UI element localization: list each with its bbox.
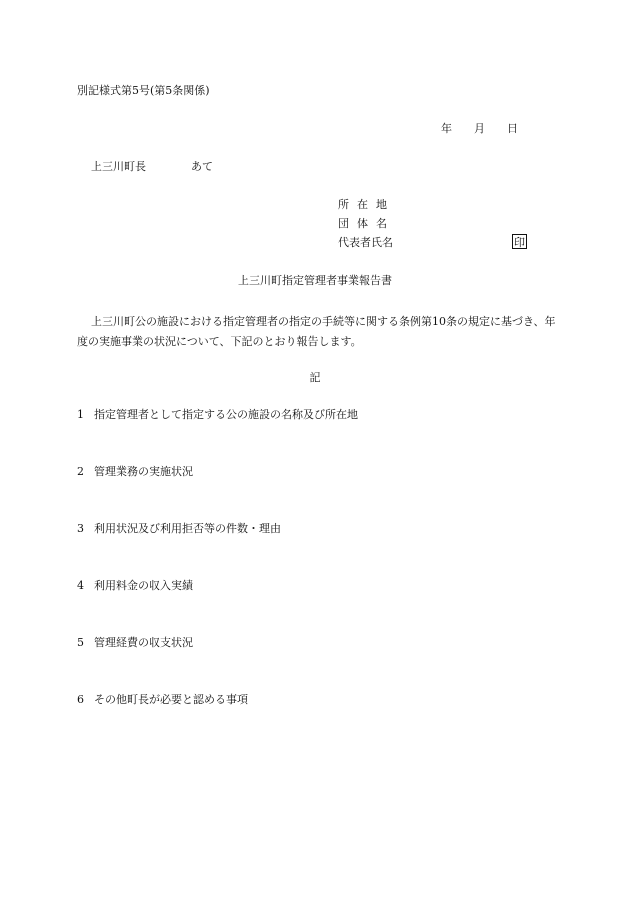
body-paragraph: 上三川町公の施設における指定管理者の指定の手続等に関する条例第10条の規定に基づき、年度の実施事業の状況について、下記のとおり報告します。 [77, 315, 556, 348]
sender-group-label: 団体名 [338, 217, 395, 230]
form-number: 別記様式第5号(第5条関係) [77, 84, 210, 97]
ki-heading: 記 [309, 371, 321, 384]
date-month: 月 [474, 122, 485, 135]
addressee-suffix: あて [191, 160, 213, 173]
item-label: 利用料金の収入実績 [94, 579, 193, 592]
item-label: 管理経費の収支状況 [94, 636, 193, 649]
item-label: 管理業務の実施状況 [94, 465, 193, 478]
item-number: 5 [77, 636, 84, 649]
item-label: 指定管理者として指定する公の施設の名称及び所在地 [94, 408, 358, 421]
sender-representative-label: 代表者氏名 [338, 236, 393, 249]
addressee [91, 160, 213, 174]
list-item [77, 579, 193, 593]
list-item [77, 522, 281, 536]
date-line [441, 122, 518, 136]
item-number: 3 [77, 522, 84, 535]
list-item [77, 636, 193, 650]
date-day: 日 [507, 122, 518, 135]
list-item [77, 465, 193, 479]
seal-mark: 印 [514, 236, 525, 249]
list-item [77, 693, 248, 707]
item-number: 4 [77, 579, 84, 592]
list-item [77, 408, 358, 422]
item-label: その他町長が必要と認める事項 [94, 693, 248, 706]
document-title: 上三川町指定管理者事業報告書 [238, 274, 392, 287]
date-year: 年 [441, 122, 452, 135]
item-number: 6 [77, 693, 84, 706]
sender-address-label: 所在地 [338, 198, 395, 211]
addressee-name: 上三川町長 [91, 160, 146, 173]
item-number: 2 [77, 465, 84, 478]
item-label: 利用状況及び利用拒否等の件数・理由 [94, 522, 281, 535]
item-number: 1 [77, 408, 84, 421]
